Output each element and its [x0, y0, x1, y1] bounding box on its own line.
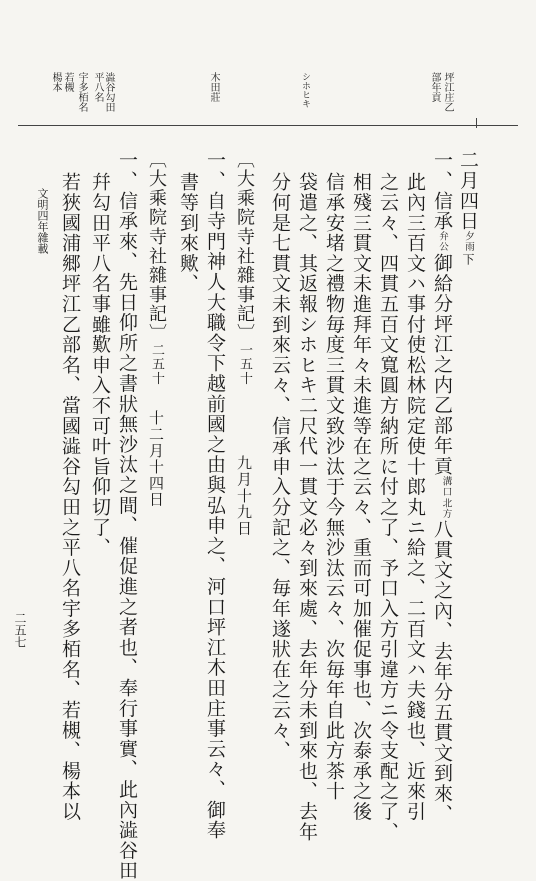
text-line-10: 一、自寺門神人大職令下越前國之由與弘申之、河口坪江木田庄事云々、御奉	[204, 150, 226, 841]
text-line-6: 信承安堵之禮物毎度三貫文致沙汰于今無沙汰云々、次毎年自此方茶十	[323, 172, 345, 802]
header-note-shiohiki: シホヒキ	[300, 72, 310, 108]
source-citation-2: 〔大乘院寺社雜事記〕二五十	[146, 150, 167, 386]
text-line-8: 分何是七貫文未到來云々、信承申入分記之、毎年遂狀在之云々、	[269, 172, 291, 761]
text-line-7: 袋遣之、其返報シホヒキ二尺代一貫文必々到來處、去年分未到來也、去年	[296, 172, 318, 842]
inline-small-note: 弁公	[437, 231, 448, 253]
entry-date-sep19: 九月十九日	[235, 455, 253, 537]
text-line-11: 書等到來歟、	[177, 172, 199, 294]
header-tick	[476, 118, 477, 128]
header-note-wakatsuki: 若槻	[62, 72, 73, 92]
page-number: 二五七	[13, 612, 27, 648]
text-line-5: 相殘三貫文未進拜年々未進等在之云々、重而可加催促事也、次泰承之後	[350, 172, 372, 822]
text-line-14: 幷勾田平八名事雖歎申入不可叶旨仰切了、	[89, 172, 111, 558]
inline-two-row-note: 北方 溝口	[440, 476, 452, 520]
side-label: 文明四年雜載	[36, 188, 49, 254]
text-line-3: 此內三百文ハ事付使松林院定使十郎丸ニ給之、二百文ハ夫錢也、近來引	[404, 172, 426, 822]
weather-note: 夕雨	[463, 231, 474, 253]
header-rule	[18, 125, 518, 126]
text-line-13: 一、信承來、先日仰所之書狀無沙汰之間、催促進之者也、奉行事實、此內澁谷田	[116, 150, 138, 881]
entry-date-dec14: 十二月十四日	[147, 410, 165, 508]
entry-date-feb4: 二月四日夕雨下	[457, 150, 479, 267]
text-line-2: 一、信承弁公御給分坪江之内乙部年貢 北方 溝口 八貫文之內、去年分五貫文到來、	[431, 150, 453, 824]
header-note-tsuboe: 坪江庄乙	[442, 72, 453, 112]
header-note-heihachi: 平八名	[92, 72, 103, 102]
source-citation-1: 〔大乘院寺社雜事記〕一五十	[234, 150, 255, 386]
text-line-15: 若狹國浦郷坪江乙部名、當國澁谷勾田之平八名宇多栢名、若槻、楊本以	[59, 172, 81, 822]
header-note-uda: 宇多栢名	[76, 72, 87, 112]
header-note-otobe: 部年貢	[429, 72, 440, 102]
header-note-yanagimoto: 楊本	[50, 72, 61, 92]
text-line-4: 之云々、四貫五百文寬圓方納所に付之了、予口入方引違方ニ令支配之了、	[377, 172, 399, 842]
header-note-shibuya: 澁谷勾田	[103, 72, 114, 112]
header-note-kida: 木田莊	[208, 72, 219, 102]
